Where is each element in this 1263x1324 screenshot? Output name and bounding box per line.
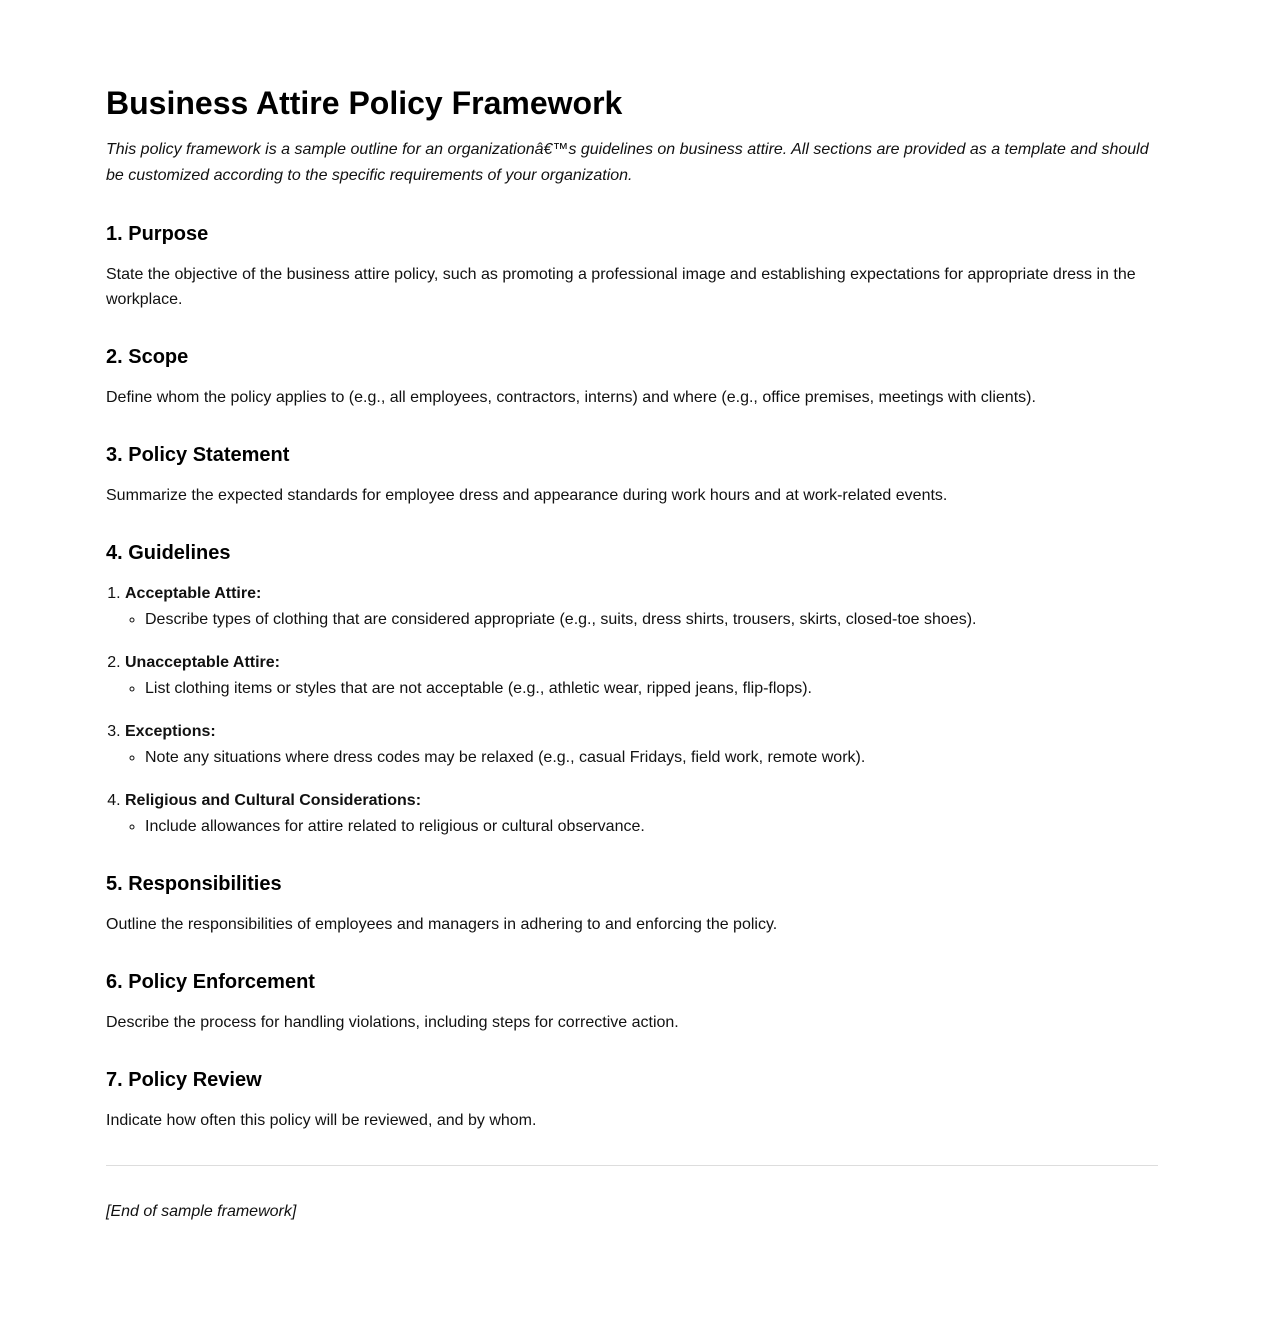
document	[106, 84, 1158, 1224]
item-label: Exceptions:	[125, 723, 216, 740]
list-item	[125, 581, 1158, 632]
section-text: Summarize the expected standards for employee dress and appearance during work hours and at work-related events.	[106, 487, 948, 504]
item-label: Acceptable Attire:	[125, 585, 262, 602]
item-label: Unacceptable Attire:	[125, 654, 280, 671]
section-scope	[106, 345, 1158, 410]
item-detail: ◦ Describe types of clothing that are considered appropriate (e.g., suits, dress shirts, trousers, skirts, closed-toe shoes).	[145, 607, 1158, 632]
item-label: Religious and Cultural Considerations:	[125, 792, 422, 809]
section-responsibilities	[106, 872, 1158, 937]
section-heading: 6. Policy Enforcement	[106, 971, 315, 993]
section-policy-review	[106, 1068, 1158, 1133]
guidelines-list	[106, 581, 1158, 839]
section-text: Describe the process for handling violations, including steps for corrective action.	[106, 1014, 679, 1031]
section-policy-statement	[106, 443, 1158, 508]
section-text: State the objective of the business attire policy, such as promoting a professional image and establishing expectations for appropriate dress in the workplace.	[106, 266, 1136, 308]
intro-text: This policy framework is a sample outline for an organizationâ€™s guidelines on business attire. All sections are provided as a template and should be customized according to the specific requirements of your organization.	[106, 141, 1149, 184]
section-heading: 7. Policy Review	[106, 1069, 262, 1091]
divider	[106, 1165, 1158, 1166]
section-heading: 3. Policy Statement	[106, 444, 290, 466]
item-detail: ◦ Include allowances for attire related to religious or cultural observance.	[145, 814, 1158, 839]
section-guidelines	[106, 541, 1158, 839]
item-detail: ◦ Note any situations where dress codes may be relaxed (e.g., casual Fridays, field work, remote work).	[145, 745, 1158, 770]
list-item	[125, 719, 1158, 770]
section-text: Outline the responsibilities of employees and managers in adhering to and enforcing the policy.	[106, 916, 778, 933]
list-item	[125, 650, 1158, 701]
page-title: Business Attire Policy Framework	[106, 85, 623, 121]
section-heading: 1. Purpose	[106, 223, 209, 245]
end-note: [End of sample framework]	[106, 1203, 297, 1220]
section-heading: 4. Guidelines	[106, 542, 231, 564]
section-policy-enforcement	[106, 970, 1158, 1035]
section-heading: 5. Responsibilities	[106, 873, 282, 895]
section-text: Define whom the policy applies to (e.g., all employees, contractors, interns) and where (e.g., office premises, meetings with clients).	[106, 389, 1036, 406]
section-heading: 2. Scope	[106, 346, 189, 368]
list-item	[125, 788, 1158, 839]
section-text: Indicate how often this policy will be reviewed, and by whom.	[106, 1112, 537, 1129]
item-detail: ◦ List clothing items or styles that are not acceptable (e.g., athletic wear, ripped jeans, flip-flops).	[145, 676, 1158, 701]
section-purpose	[106, 222, 1158, 312]
